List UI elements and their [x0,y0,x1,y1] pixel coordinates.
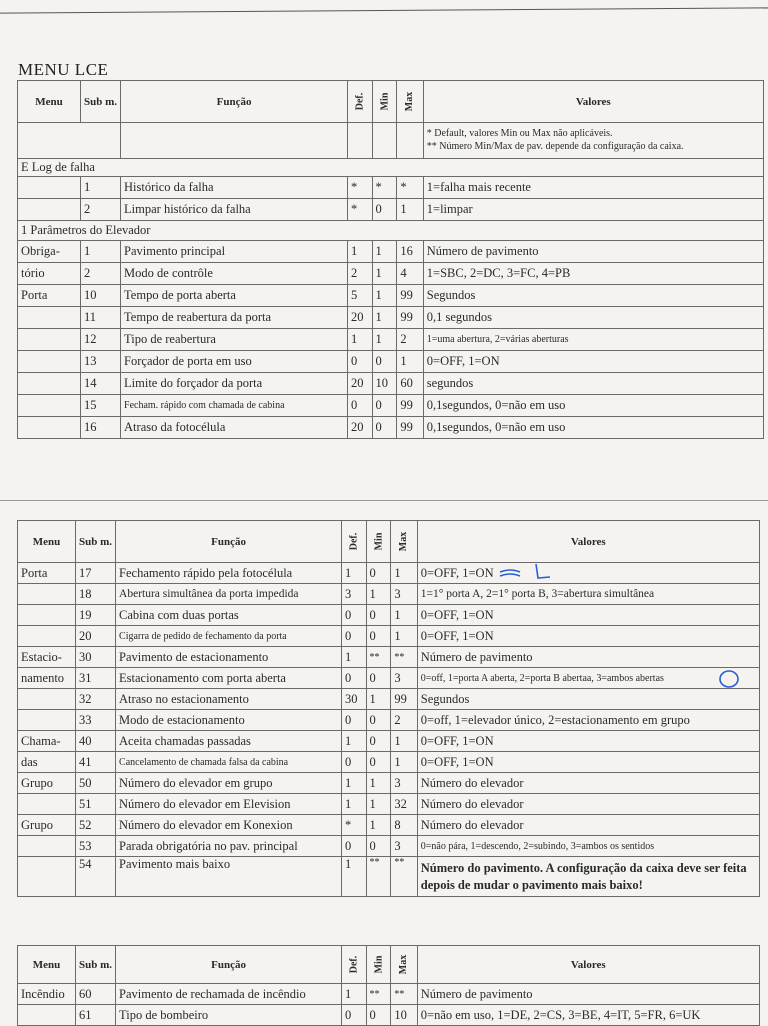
table-cell [18,689,76,710]
table-cell: Tipo de reabertura [121,329,348,351]
table-cell [121,123,348,159]
table-cell: 1 [342,984,367,1005]
table-cell: Estacionamento com porta aberta [116,668,342,689]
table-cell: 0=OFF, 1=ON [417,752,759,773]
table-cell: 0=OFF, 1=ON [417,731,759,752]
table-cell: Número de pavimento [417,984,759,1005]
table-header-row [18,946,760,984]
table-cell: 1=limpar [423,199,763,221]
table-cell: 0 [366,1005,391,1026]
table-cell [18,307,81,329]
table-cell: Número do elevador [417,815,759,836]
table-cell: Abertura simultânea da porta impedida [116,584,342,605]
table-cell: namento [18,668,76,689]
page-title: MENU LCE [18,60,109,79]
table-cell: 1 [372,241,397,263]
table-row [18,1005,760,1026]
table-cell [18,177,81,199]
table-header-cell: Função [116,521,342,563]
table-row [18,241,764,263]
table-cell: 17 [76,563,116,584]
table-cell: 0 [366,605,391,626]
table-cell: Número do elevador em Elevision [116,794,342,815]
table-cell [18,373,81,395]
table-cell: * [397,177,423,199]
table-cell: 1 [81,177,121,199]
table-row [18,605,760,626]
table-cell: 3 [391,773,417,794]
table-row [18,373,764,395]
table-cell [18,710,76,731]
table-cell: 0 [372,417,397,439]
table-cell: 1 [342,794,367,815]
table-cell: ** [366,857,391,897]
table-header-row [18,81,764,123]
table-cell: 10 [81,285,121,307]
table-cell: 0 [366,836,391,857]
table-cell: 50 [76,773,116,794]
table-cell: 0 [342,626,367,647]
table-row [18,329,764,351]
table-cell: Número do elevador em grupo [116,773,342,794]
table-row [18,263,764,285]
table-row [18,815,760,836]
table-cell: Porta [18,563,76,584]
table-cell: 1 [342,857,367,897]
table-cell: 1 [342,563,367,584]
table-cell: 0 [342,752,367,773]
table-header-cell: Função [116,946,342,984]
table-cell: ** [366,647,391,668]
table-cell: 1 [391,605,417,626]
table-cell: 0 [342,1005,367,1026]
table-cell: 2 [81,263,121,285]
table-cell: * [342,815,367,836]
table-cell: 0 [372,199,397,221]
table-cell: 13 [81,351,121,373]
table-cell: 51 [76,794,116,815]
table-cell: 0=OFF, 1=ON [417,605,759,626]
table-row [18,773,760,794]
table-header-cell: Menu [18,946,76,984]
table-cell: 18 [76,584,116,605]
table-header-cell: Def. [342,521,367,563]
table-cell: 16 [397,241,423,263]
table-cell: Parada obrigatória no pav. principal [116,836,342,857]
table-cell: 1 [348,329,373,351]
table-cell: 0=não em uso, 1=DE, 2=CS, 3=BE, 4=IT, 5=FR, 6=UK [417,1005,759,1026]
header-def: Def. [348,81,373,123]
table-cell: 1 [366,773,391,794]
table-cell: 0=off, 1=porta A aberta, 2=porta B abertaa, 3=ambos abertas [417,668,759,689]
table-cell: Grupo [18,815,76,836]
table-cell: Limpar histórico da falha [121,199,348,221]
table-cell: 1 [366,794,391,815]
table-cell: 0 [366,710,391,731]
table-cell: 30 [342,689,367,710]
table-cell [18,605,76,626]
table-cell: 0 [366,626,391,647]
table-cell: Tempo de reabertura da porta [121,307,348,329]
table-cell: 99 [391,689,417,710]
table-cell: Obriga- [18,241,81,263]
table-cell: 1 [342,773,367,794]
table-cell: segundos [423,373,763,395]
table-cell: 0 [366,752,391,773]
table-row [18,752,760,773]
table-cell: 20 [348,417,373,439]
table-cell: Incêndio [18,984,76,1005]
table-cell: * [348,199,373,221]
page-break-line [0,500,768,501]
table-cell: Fecham. rápido com chamada de cabina [121,395,348,417]
table-row [18,285,764,307]
parameter-table-2 [17,520,760,897]
table-cell: 20 [348,307,373,329]
table-cell: 4 [397,263,423,285]
table-row [18,836,760,857]
section-elevator-parameters: 1 Parâmetros do Elevador [18,221,764,241]
table-cell: 52 [76,815,116,836]
table-cell: 3 [342,584,367,605]
table-cell: 1=falha mais recente [423,177,763,199]
table-cell: Pavimento principal [121,241,348,263]
table-cell: 60 [76,984,116,1005]
table-header-cell: Valores [417,521,759,563]
header-menu: Menu [18,81,81,123]
table-cell: 30 [76,647,116,668]
table-cell: Segundos [423,285,763,307]
table-cell: 0 [372,351,397,373]
table-row [18,177,764,199]
table-cell: 99 [397,395,423,417]
table-row [18,626,760,647]
table-cell: 2 [391,710,417,731]
table-cell: 1 [372,329,397,351]
table-cell: 1 [391,563,417,584]
header-sub: Sub m. [81,81,121,123]
table-cell: 3 [391,836,417,857]
table-row [18,199,764,221]
legend-notes [423,123,763,159]
table-header-cell: Max [391,521,417,563]
table-cell: Tipo de bombeiro [116,1005,342,1026]
table-cell [18,199,81,221]
table-cell: 1 [372,307,397,329]
table-cell: 2 [348,263,373,285]
table-cell [18,626,76,647]
table-cell: 0 [366,731,391,752]
table-cell: 54 [76,857,116,897]
table-cell: 0=off, 1=elevador único, 2=estacionamento em grupo [417,710,759,731]
table-cell: 12 [81,329,121,351]
table-cell: 0,1segundos, 0=não em uso [423,395,763,417]
table-row [18,731,760,752]
table-cell: Atraso no estacionamento [116,689,342,710]
table-cell: 0 [348,395,373,417]
table-cell: 99 [397,417,423,439]
table-cell: 11 [81,307,121,329]
header-funcao: Função [121,81,348,123]
table-cell: 1 [391,731,417,752]
note-default: * Default, valores Min ou Max não aplicáveis. [426,128,613,139]
table-cell: 1 [342,647,367,668]
table-cell [18,395,81,417]
table-row [18,668,760,689]
table-cell: Modo de estacionamento [116,710,342,731]
table-cell [18,329,81,351]
table-cell: 15 [81,395,121,417]
table-cell: ** [391,647,417,668]
table-cell: 1 [391,752,417,773]
table-cell: 10 [372,373,397,395]
table-row [18,710,760,731]
table-cell: 1 [342,731,367,752]
table-cell: 2 [81,199,121,221]
table-cell: 40 [76,731,116,752]
table-cell: Número do pavimento. A configuração da caixa deve ser feita depois de mudar o pavimento mais baixo! [417,857,759,897]
table-cell: * [372,177,397,199]
table-cell: 1 [366,689,391,710]
table-cell: 0=não pára, 1=descendo, 2=subindo, 3=ambos os sentidos [417,836,759,857]
table-cell: Aceita chamadas passadas [116,731,342,752]
table-cell: Cabina com duas portas [116,605,342,626]
table-cell: 0 [348,351,373,373]
table-cell [18,351,81,373]
table-cell: 1=uma abertura, 2=várias aberturas [423,329,763,351]
table-cell [372,123,397,159]
table-row [18,584,760,605]
table-cell: 32 [76,689,116,710]
table-cell: Pavimento mais baixo [116,857,342,897]
table-cell: 0=OFF, 1=ON [423,351,763,373]
table-cell: 20 [76,626,116,647]
table-cell: 0 [366,668,391,689]
table-cell: Limite do forçador da porta [121,373,348,395]
table-cell: Modo de contrôle [121,263,348,285]
table-cell: Pavimento de estacionamento [116,647,342,668]
table-header-cell: Min [366,946,391,984]
table-cell: das [18,752,76,773]
table-cell: 1 [348,241,373,263]
header-valores: Valores [423,81,763,123]
table-cell: Porta [18,285,81,307]
table-cell: Número do elevador em Konexion [116,815,342,836]
table-cell: 53 [76,836,116,857]
table-cell: 99 [397,285,423,307]
table-cell: ** [391,857,417,897]
table-cell: * [348,177,373,199]
table-cell: 1 [397,351,423,373]
table-cell: 1 [366,815,391,836]
table-header-row [18,521,760,563]
parameter-table-1 [17,80,764,439]
table-cell: 0 [342,710,367,731]
table-cell: Estacio- [18,647,76,668]
table-row [18,307,764,329]
table-cell [18,794,76,815]
table-cell: Número do elevador [417,773,759,794]
handwritten-arrow-mark [498,560,558,582]
table-cell: 1 [372,285,397,307]
table-cell [397,123,423,159]
parameter-table-3 [17,945,760,1026]
table-cell: Histórico da falha [121,177,348,199]
table-cell: 19 [76,605,116,626]
table-cell: Número do elevador [417,794,759,815]
table-cell: 8 [391,815,417,836]
table-cell: 1=1° porta A, 2=1° porta B, 3=abertura simultânea [417,584,759,605]
table-cell: 3 [391,584,417,605]
table-row [18,417,764,439]
table-cell: 0 [342,836,367,857]
table-cell [18,584,76,605]
table-row [18,395,764,417]
table-header-cell: Menu [18,521,76,563]
table-cell: tório [18,263,81,285]
table-cell: 41 [76,752,116,773]
table-header-cell: Def. [342,946,367,984]
table-header-cell: Max [391,946,417,984]
header-min: Min [372,81,397,123]
table-row [18,984,760,1005]
table-header-cell: Sub m. [76,521,116,563]
notes-row [18,123,764,159]
table-cell: 1 [366,584,391,605]
note-floor-count: ** Número Min/Max de pav. depende da configuração da caixa. [426,141,684,152]
table-cell: 99 [397,307,423,329]
table-cell [18,417,81,439]
table-cell: Cigarra de pedido de fechamento da porta [116,626,342,647]
table-cell: 60 [397,373,423,395]
table-cell: 0=OFF, 1=ON [417,626,759,647]
table-cell: 3 [391,668,417,689]
table-cell: Número de pavimento [417,647,759,668]
table-cell: 32 [391,794,417,815]
table-cell: Cancelamento de chamada falsa da cabina [116,752,342,773]
table-header-cell: Sub m. [76,946,116,984]
table-cell: Fechamento rápido pela fotocélula [116,563,342,584]
table-cell: 5 [348,285,373,307]
table-header-cell: Min [366,521,391,563]
table-cell: 1 [397,199,423,221]
table-cell: 1 [372,263,397,285]
table-row [18,689,760,710]
table-cell: 0 [366,563,391,584]
table-cell: 33 [76,710,116,731]
table-cell [18,857,76,897]
table-cell: 0=OFF, 1=ON [417,563,759,584]
table-cell: 61 [76,1005,116,1026]
table-cell: 20 [348,373,373,395]
table-row [18,351,764,373]
table-cell [18,123,121,159]
table-cell: Segundos [417,689,759,710]
page-top-line [0,7,768,13]
table-cell: Grupo [18,773,76,794]
header-max: Max [397,81,423,123]
table-cell: 1 [391,626,417,647]
table-cell: ** [366,984,391,1005]
table-row [18,563,760,584]
table-row [18,647,760,668]
table-header-cell: Valores [417,946,759,984]
table-cell: 1=SBC, 2=DC, 3=FC, 4=PB [423,263,763,285]
table-cell: Forçador de porta em uso [121,351,348,373]
table-row [18,857,760,897]
table-cell: Chama- [18,731,76,752]
table-cell: 1 [81,241,121,263]
table-cell: 16 [81,417,121,439]
section-fault-log: E Log de falha [18,159,764,177]
table-cell: 2 [397,329,423,351]
table-cell: Número de pavimento [423,241,763,263]
table-cell: 14 [81,373,121,395]
table-cell [18,1005,76,1026]
table-cell: 0,1segundos, 0=não em uso [423,417,763,439]
table-cell [348,123,373,159]
table-cell: 0 [342,605,367,626]
table-cell: Atraso da fotocélula [121,417,348,439]
handwritten-circle-mark [717,668,741,690]
table-cell: 0 [372,395,397,417]
table-cell: 10 [391,1005,417,1026]
table-cell: 31 [76,668,116,689]
table-cell: Pavimento de rechamada de incêndio [116,984,342,1005]
table-cell: Tempo de porta aberta [121,285,348,307]
table-row [18,794,760,815]
table-cell: ** [391,984,417,1005]
table-cell [18,836,76,857]
table-cell: 0 [342,668,367,689]
table-cell: 0,1 segundos [423,307,763,329]
